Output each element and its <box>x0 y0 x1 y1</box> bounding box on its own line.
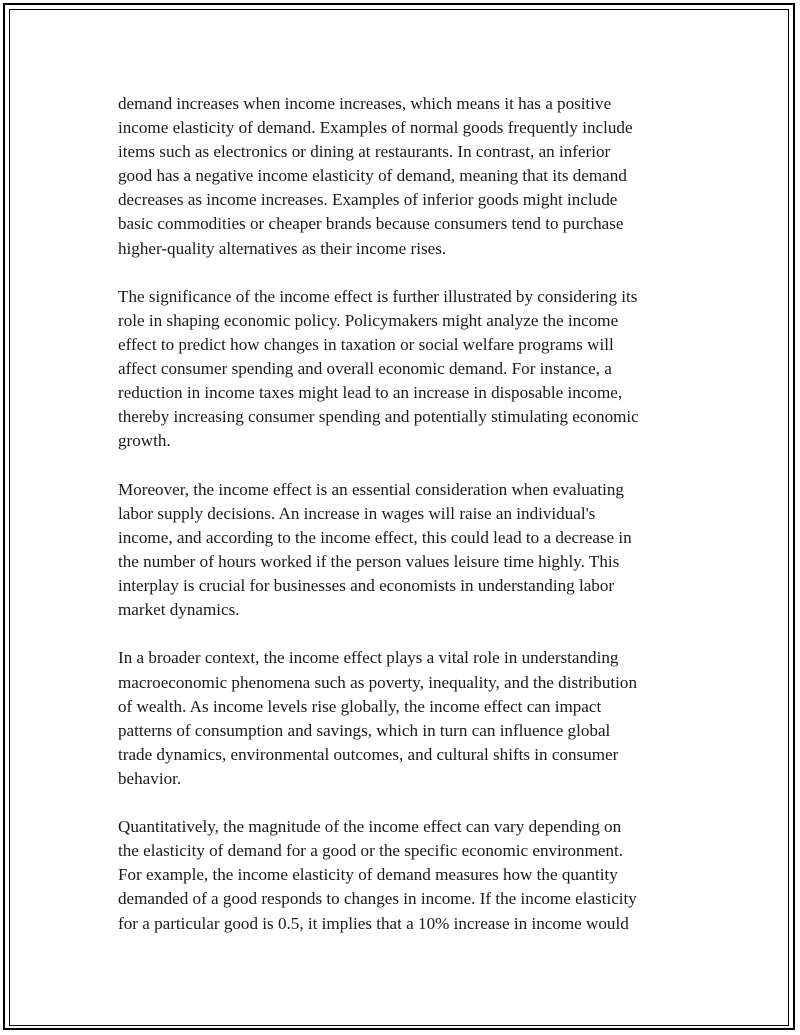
text-line: growth. <box>118 431 171 451</box>
text-line: For example, the income elasticity of demand measures how the quantity <box>118 865 618 885</box>
text-line: the number of hours worked if the person values leisure time highly. This <box>118 551 620 571</box>
text-line: patterns of consumption and savings, which in turn can influence global <box>118 720 611 740</box>
text-line: higher-quality alternatives as their income rises. <box>118 238 447 258</box>
text-line: In a broader context, the income effect plays a vital role in understanding <box>118 648 619 668</box>
text-line: the elasticity of demand for a good or the specific economic environment. <box>118 841 624 861</box>
text-line: interplay is crucial for businesses and economists in understanding labor <box>118 576 615 596</box>
paragraph-normal-and-inferior-goods <box>118 92 688 261</box>
text-line: role in shaping economic policy. Policymakers might analyze the income <box>118 310 619 330</box>
text-line: macroeconomic phenomena such as poverty, inequality, and the distribution <box>118 672 637 692</box>
text-line: good has a negative income elasticity of demand, meaning that its demand <box>118 166 627 186</box>
paragraph-economic-policy <box>118 285 688 454</box>
text-line: items such as electronics or dining at restaurants. In contrast, an inferior <box>118 142 611 162</box>
text-line: trade dynamics, environmental outcomes, and cultural shifts in consumer <box>118 744 619 764</box>
text-line: thereby increasing consumer spending and potentially stimulating economic <box>118 407 639 427</box>
paragraph-macroeconomic-context <box>118 646 688 791</box>
text-line: income, and according to the income effect, this could lead to a decrease in <box>118 527 632 547</box>
text-line: demand increases when income increases, which means it has a positive <box>118 94 612 113</box>
text-line: labor supply decisions. An increase in wages will raise an individual's <box>118 503 596 523</box>
text-line: market dynamics. <box>118 600 240 620</box>
text-line: income elasticity of demand. Examples of normal goods frequently include <box>118 118 633 138</box>
text-line: effect to predict how changes in taxation or social welfare programs will <box>118 335 614 355</box>
paragraph-quantitative-magnitude <box>118 815 688 935</box>
text-line: behavior. <box>118 768 182 788</box>
paragraph-labor-supply <box>118 478 688 623</box>
text-line: of wealth. As income levels rise globally, the income effect can impact <box>118 696 602 716</box>
text-line: Moreover, the income effect is an essential consideration when evaluating <box>118 479 624 499</box>
document-body <box>118 92 688 960</box>
text-line: demanded of a good responds to changes in income. If the income elasticity <box>118 889 637 909</box>
text-line: Quantitatively, the magnitude of the income effect can vary depending on <box>118 817 622 837</box>
text-line: affect consumer spending and overall economic demand. For instance, a <box>118 359 612 379</box>
text-line: The significance of the income effect is further illustrated by considering its <box>118 286 638 306</box>
text-line: for a particular good is 0.5, it implies that a 10% increase in income would <box>118 913 629 933</box>
text-line: decreases as income increases. Examples of inferior goods might include <box>118 190 618 210</box>
text-line: reduction in income taxes might lead to an increase in disposable income, <box>118 383 623 403</box>
text-line: basic commodities or cheaper brands because consumers tend to purchase <box>118 214 624 234</box>
